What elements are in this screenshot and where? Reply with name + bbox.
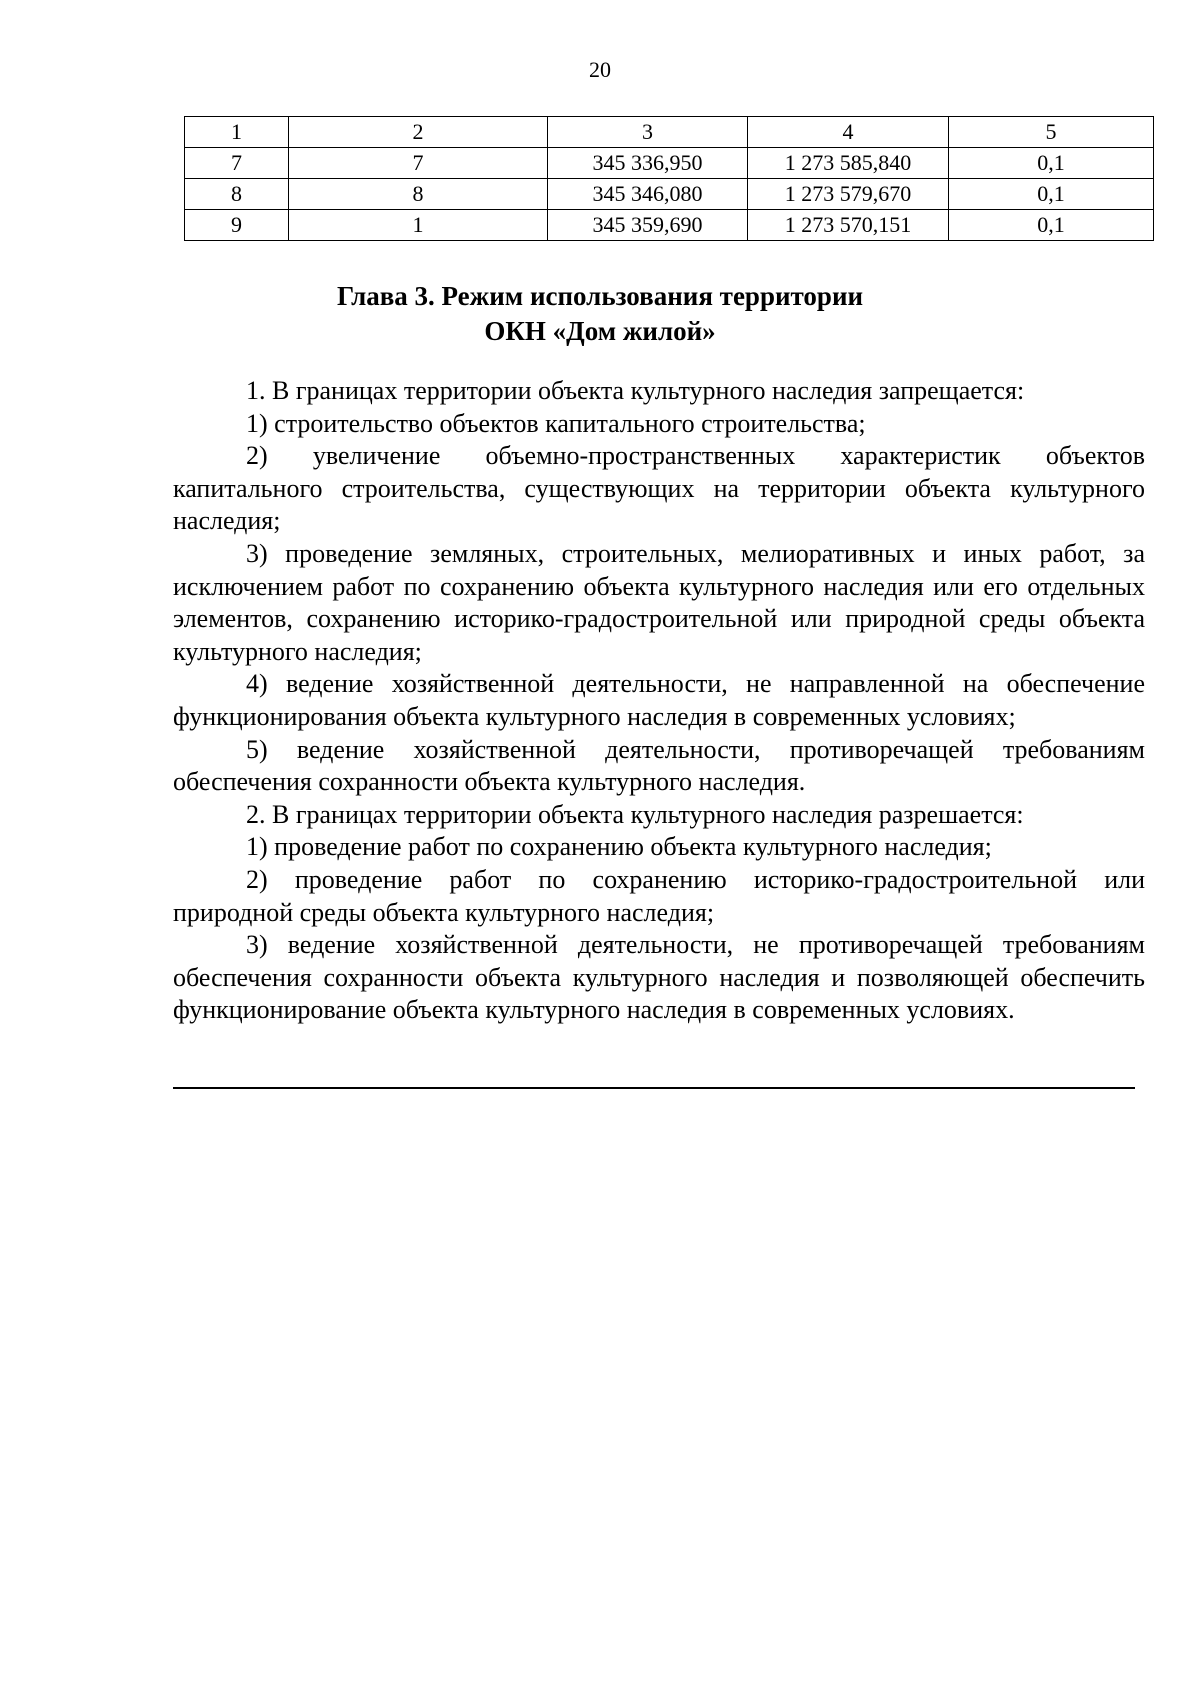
- chapter-title-line: ОКН «Дом жилой»: [484, 316, 716, 346]
- table-cell: 345 359,690: [548, 210, 748, 241]
- table-cell: 1 273 585,840: [748, 148, 949, 179]
- table-cell: 1 273 570,151: [748, 210, 949, 241]
- paragraph: 4) ведение хозяйственной деятельности, не направленной на обеспечение функционирования объекта культурного наследия в современных условиях;: [173, 669, 1145, 731]
- paragraph: 2. В границах территории объекта культурного наследия разрешается:: [246, 799, 1024, 829]
- table-cell: 9: [185, 210, 289, 241]
- paragraph: 1) строительство объектов капитального строительства;: [246, 408, 866, 438]
- table-header-cell: 1: [185, 117, 289, 148]
- body-text: [173, 375, 1145, 1027]
- paragraph: 1. В границах территории объекта культурного наследия запрещается:: [246, 376, 1025, 405]
- page-number: 20: [589, 57, 611, 82]
- table-cell: 0,1: [949, 148, 1154, 179]
- table-cell: 7: [289, 148, 548, 179]
- table-cell: 0,1: [949, 179, 1154, 210]
- paragraph: 2) увеличение объемно-пространственных характеристик объектов капитального строительства, существующих на территории объекта культурного наследия;: [173, 441, 1145, 536]
- table-header-cell: 3: [548, 117, 748, 148]
- paragraph: 1) проведение работ по сохранению объекта культурного наследия;: [246, 832, 992, 862]
- table-row: [185, 179, 1154, 210]
- table-cell: 7: [185, 148, 289, 179]
- paragraph: 2) проведение работ по сохранению историко-градостроительной или природной среды объекта культурного наследия;: [173, 864, 1145, 927]
- paragraph: 5) ведение хозяйственной деятельности, противоречащей требованиям обеспечения сохранности объекта культурного наследия.: [173, 734, 1145, 797]
- table-header-cell: 4: [748, 117, 949, 148]
- table-cell: 8: [185, 179, 289, 210]
- chapter-title-line: Глава 3. Режим использования территории: [336, 281, 864, 311]
- table-header-row: [185, 117, 1154, 148]
- paragraph: 3) ведение хозяйственной деятельности, не противоречащей требованиям обеспечения сохранности объекта культурного наследия и позволяющей обеспечить функционирование объекта культурного наследия в современных условиях.: [173, 930, 1145, 1025]
- table-header-cell: 2: [289, 117, 548, 148]
- paragraph: 3) проведение земляных, строительных, мелиоративных и иных работ, за исключением работ по сохранению объекта культурного наследия или его отдельных элементов, сохранению историко-градостроительной или природной среды объекта культурного наследия;: [173, 538, 1145, 666]
- end-divider: [173, 1087, 1135, 1089]
- table-cell: 345 346,080: [548, 179, 748, 210]
- chapter-heading: [0, 279, 1200, 349]
- table-cell: 0,1: [949, 210, 1154, 241]
- coordinates-table: [184, 116, 1154, 241]
- table-header-cell: 5: [949, 117, 1154, 148]
- table-row: [185, 148, 1154, 179]
- table-cell: 1 273 579,670: [748, 179, 949, 210]
- table-cell: 345 336,950: [548, 148, 748, 179]
- table-row: [185, 210, 1154, 241]
- table-cell: 8: [289, 179, 548, 210]
- table-cell: 1: [289, 210, 548, 241]
